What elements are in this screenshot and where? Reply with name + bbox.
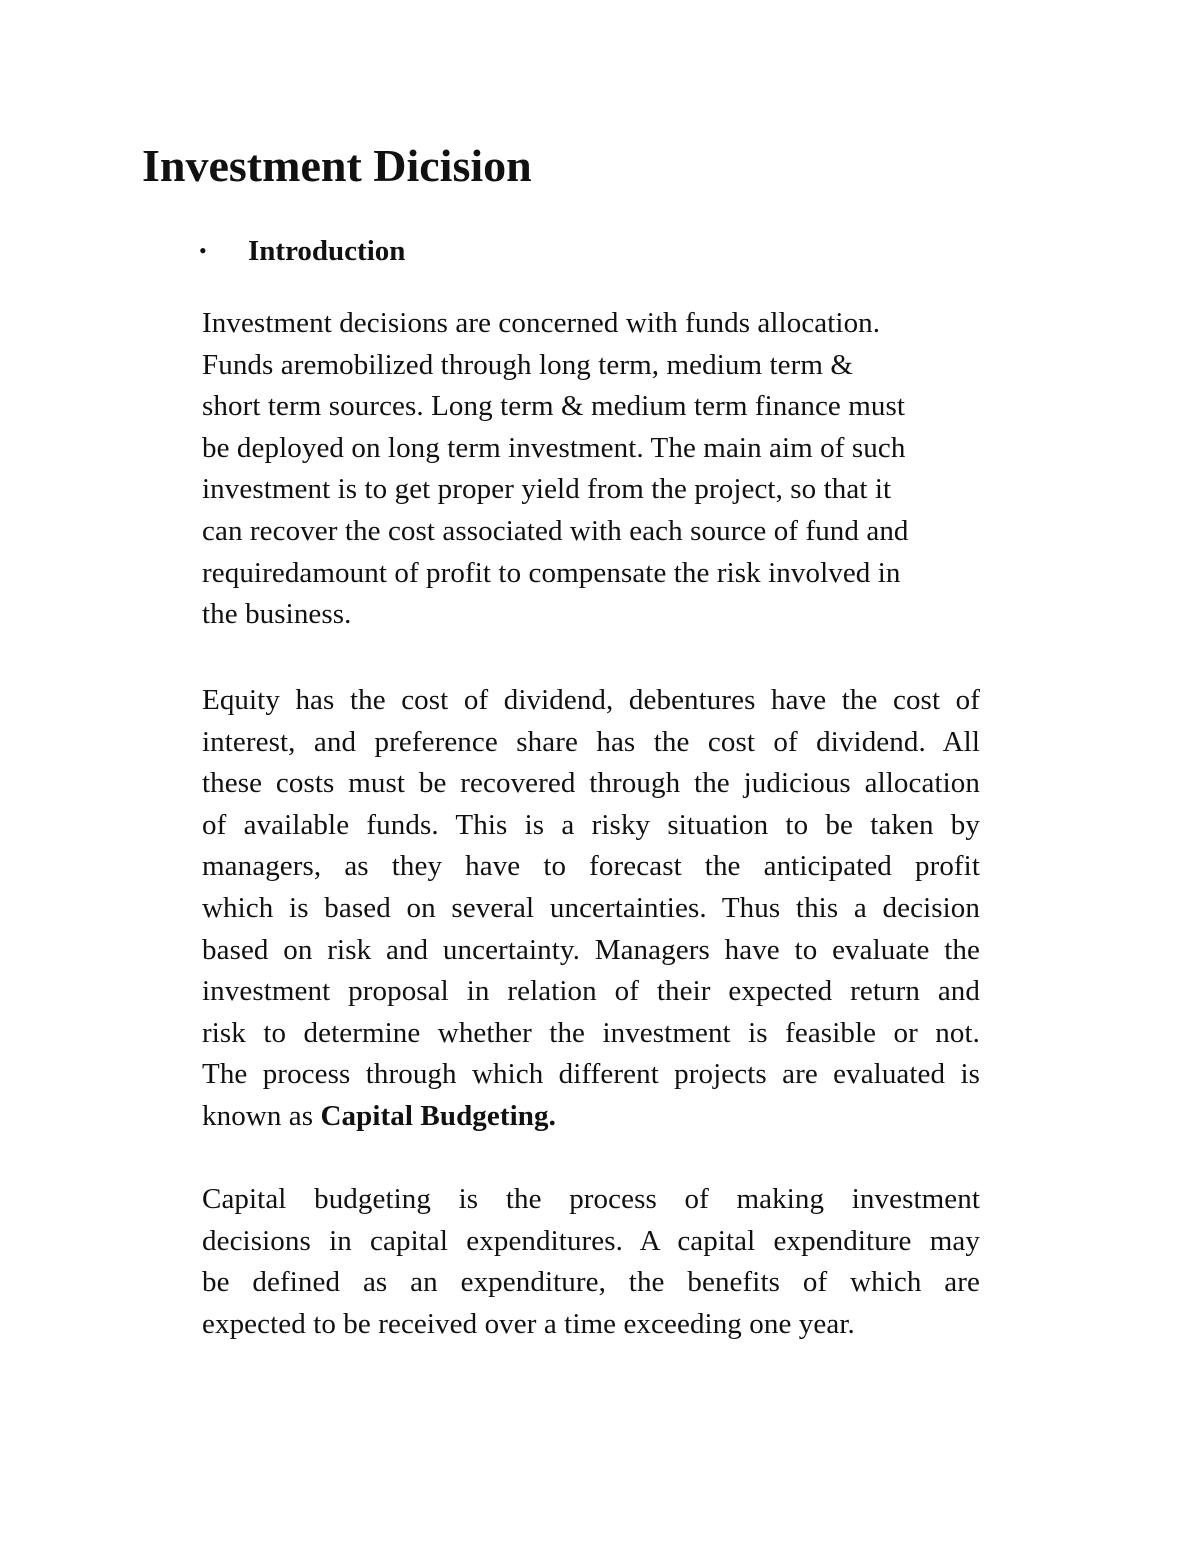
paragraph-line: of available funds. This is a risky situation to be taken by <box>202 808 980 841</box>
paragraph-line: Capital budgeting is the process of making investment <box>202 1183 980 1215</box>
paragraph-line: risk to determine whether the investment is feasible or not. <box>202 1016 980 1049</box>
paragraph-line: investment proposal in relation of their expected return and <box>202 975 980 1008</box>
paragraph-capital-budgeting <box>202 1179 980 1345</box>
document-title: Investment Dicision <box>142 140 532 191</box>
paragraph-line: The process through which different projects are evaluated is <box>202 1058 980 1091</box>
last-line-prefix: known as <box>202 1099 321 1132</box>
paragraph-last-line <box>202 1096 980 1138</box>
paragraph-cost-of-capital <box>202 680 980 1138</box>
paragraph-line: can recover the cost associated with each source of fund and <box>202 514 909 547</box>
paragraph-line: be deployed on long term investment. The main aim of such <box>202 431 906 464</box>
paragraph-line: Investment decisions are concerned with funds allocation. <box>202 307 881 339</box>
paragraph-line: decisions in capital expenditures. A capital expenditure may <box>202 1224 980 1257</box>
paragraph-line: based on risk and uncertainty. Managers have to evaluate the <box>202 933 980 966</box>
paragraph-line: these costs must be recovered through the judicious allocation <box>202 767 980 800</box>
bullet-icon: • <box>199 238 207 263</box>
paragraph-line: short term sources. Long term & medium term finance must <box>202 390 906 423</box>
capital-budgeting-term: Capital Budgeting. <box>320 1099 556 1132</box>
paragraph-line: the business. <box>202 598 352 631</box>
paragraph-line: be defined as an expenditure, the benefits of which are <box>202 1266 980 1299</box>
paragraph-line: expected to be received over a time exceeding one year. <box>202 1307 855 1340</box>
paragraph-introduction <box>202 303 980 636</box>
paragraph-line: managers, as they have to forecast the anticipated profit <box>202 850 980 883</box>
paragraph-line: requiredamount of profit to compensate the risk involved in <box>202 556 901 589</box>
paragraph-line: Equity has the cost of dividend, debentures have the cost of <box>202 684 980 716</box>
paragraph-line: Funds aremobilized through long term, medium term & <box>202 348 854 381</box>
paragraph-line: interest, and preference share has the cost of dividend. All <box>202 725 980 758</box>
section-heading-label: Introduction <box>248 235 406 267</box>
paragraph-line: which is based on several uncertainties. Thus this a decision <box>202 891 980 924</box>
paragraph-line: investment is to get proper yield from the project, so that it <box>202 473 892 506</box>
